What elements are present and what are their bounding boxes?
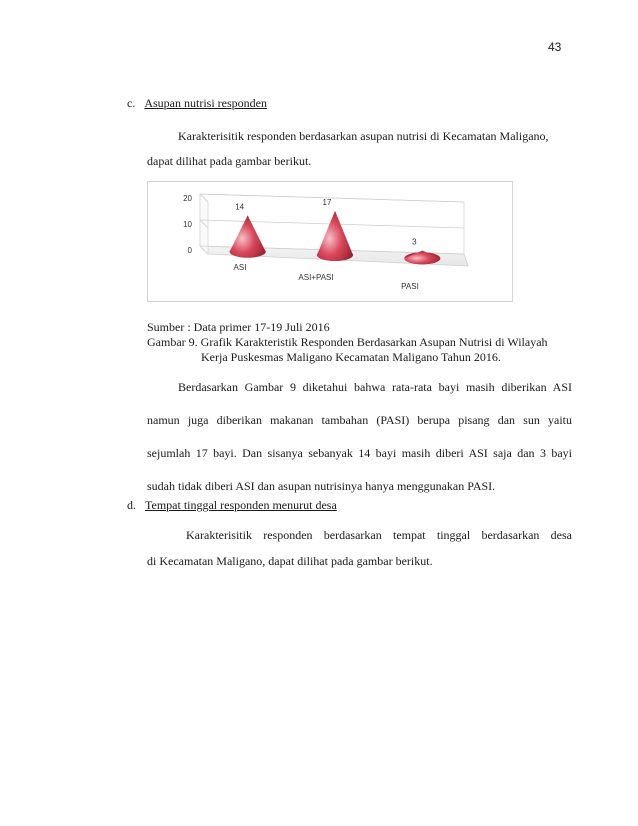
chart-y-tick-label: 10 xyxy=(183,220,192,229)
section-d-intro-line1: Karakterisitik responden berdasarkan tempat tinggal berdasarkan desa xyxy=(186,528,572,542)
chart-y-ticks xyxy=(183,194,192,255)
section-c-intro-line1: Karakterisitik responden berdasarkan asupan nutrisi di Kecamatan Maligano, xyxy=(178,129,549,143)
chart-data-label: 14 xyxy=(235,202,245,212)
page-number: 43 xyxy=(548,40,562,54)
section-d-intro-line2: di Kecamatan Maligano, dapat dilihat pada gambar berikut. xyxy=(147,554,433,568)
discussion-line4: sudah tidak diberi ASI dan asupan nutrisinya hanya menggunakan PASI. xyxy=(147,479,496,493)
section-c-marker: c. xyxy=(127,96,136,110)
nutrition-chart xyxy=(147,181,513,302)
section-d-marker: d. xyxy=(127,498,136,512)
figure-caption-line2: Kerja Puskesmas Maligano Kecamatan Maligano Tahun 2016. xyxy=(201,350,501,364)
section-c-intro-line2: dapat dilihat pada gambar berikut. xyxy=(147,154,312,168)
chart-data-label: 3 xyxy=(412,237,417,247)
section-c-heading xyxy=(127,95,267,111)
nutrition-chart-svg xyxy=(148,182,512,301)
section-d-title: Tempat tinggal responden menurut desa xyxy=(145,498,337,512)
figure-source: Sumber : Data primer 17-19 Juli 2016 xyxy=(147,320,330,334)
figure-caption-line1: Gambar 9. Grafik Karakteristik Responden Berdasarkan Asupan Nutrisi di Wilayah xyxy=(147,335,548,349)
chart-y-tick-label: 0 xyxy=(187,246,192,255)
chart-category-label: ASI+PASI xyxy=(298,273,334,282)
chart-category-label: PASI xyxy=(401,282,419,291)
chart-category-label: ASI xyxy=(233,263,247,272)
chart-y-tick-label: 20 xyxy=(183,194,192,203)
chart-data-label: 17 xyxy=(322,197,332,207)
discussion-line2: namun juga diberikan makanan tambahan (PASI) berupa pisang dan sun yaitu xyxy=(147,413,572,427)
section-c-title: Asupan nutrisi responden xyxy=(144,96,267,110)
section-d-heading xyxy=(127,497,337,513)
discussion-line3: sejumlah 17 bayi. Dan sisanya sebanyak 14 bayi masih diberi ASI saja dan 3 bayi xyxy=(147,446,572,460)
discussion-line1: Berdasarkan Gambar 9 diketahui bahwa rata-rata bayi masih diberikan ASI xyxy=(178,380,572,394)
